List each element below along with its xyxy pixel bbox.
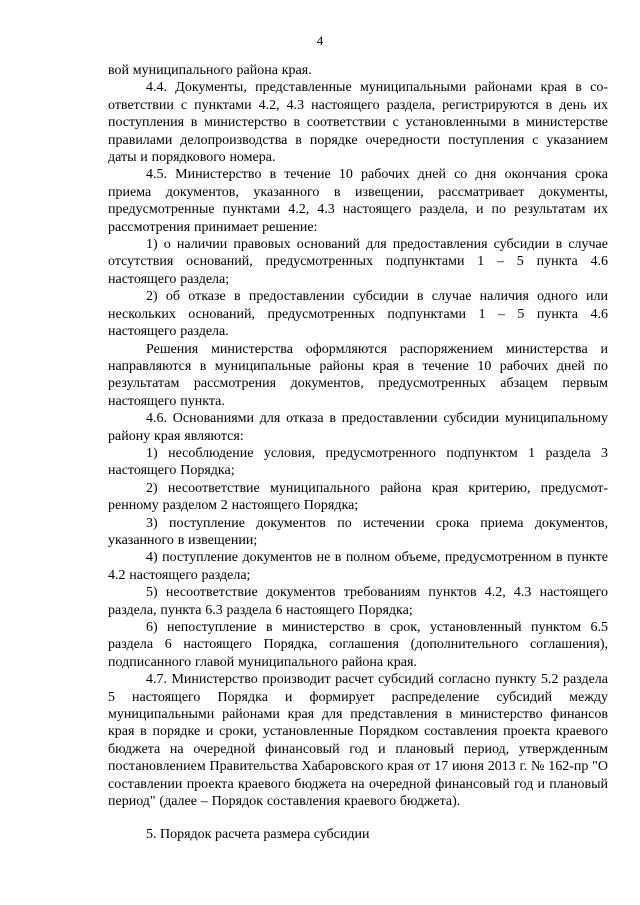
paragraph-4-6: 4.6. Основаниями для отказа в предоставлении субсидии муниципальному району края являются:	[108, 411, 608, 444]
paragraph-4-5-decisions: Решения министерства оформляются распоряжением министерства и направляются в муниципальные районы края в течение 10 рабочих дней по результатам рассмотрения документов, предусмотренных абзацем первым настоящего пункта.	[108, 341, 608, 409]
paragraph-4-6-item-1: 1) несоблюдение условия, предусмотренного подпунктом 1 раздела 3 настоящего Порядка;	[108, 445, 608, 479]
paragraph-4-5: 4.5. Министерство в течение 10 рабочих дней со дня окончания срока приема документов, указанного в извещении, рассматривает документы, предусмотренные пунктами 4.2, 4.3 настоящего раздела, и по результатам их рассмотрения принимает решение:	[108, 167, 608, 235]
paragraph-4-6-item-4: 4) поступление документов не в полном объеме, предусмотренном в пункте 4.2 настоящего раздела;	[108, 550, 608, 583]
paragraph-4-6-item-5: 5) несоответствие документов требованиям пунктов 4.2, 4.3 настоящего раздела, пункта 6.3 раздела 6 настоящего Порядка;	[108, 585, 608, 618]
paragraph-4-5-item-2: 2) об отказе в предоставлении субсидии в случае наличия одного или нескольких оснований, предусмотренных подпунктами 1 – 5 пункта 4.6 настоящего раздела.	[108, 289, 608, 340]
paragraph-4-7: 4.7. Министерство производит расчет субсидий согласно пункту 5.2 раздела 5 настоящего Порядка и формирует распределение субсидий между муниципальными районами края для представления в министерство финансов края в порядке и сроки, установленные Порядком составления проекта краевого бюджета на очередной финансовый год и плановый период, утвержденным постановлением Правительства Хабаровского края от 17 июня 2013 г. № 162-пр "О составлении проекта краевого бюджета на очередной финансовый год и плановый период" (далее – Порядок составления краевого бюджета).	[108, 672, 608, 810]
paragraph-4-6-item-2: 2) несоответствие муниципального района края критерию, предусмотренному разделом 2 настоящего Порядка;	[108, 480, 608, 514]
paragraph-continuation: вой муниципального района края.	[108, 63, 312, 78]
paragraph-4-6-item-3: 3) поступление документов по истечении срока приема документов, указанного в извещении;	[108, 515, 608, 548]
paragraph-4-5-item-1: 1) о наличии правовых оснований для предоставления субсидии в случае отсутствия оснований, предусмотренных подпунктами 1 – 5 пункта 4.6 настоящего раздела;	[108, 237, 608, 287]
document-body	[108, 62, 608, 844]
paragraph-4-4: 4.4. Документы, представленные муниципальными районами края в соответствии с пунктами 4.2, 4.3 настоящего раздела, регистрируются в день их поступления в министерство в соответствии с установленными в министерстве правилами делопроизводства в порядке очередности поступления с указанием даты и порядкового номера.	[108, 80, 608, 166]
page-number: 4	[316, 33, 324, 48]
paragraph-4-6-item-6: 6) непоступление в министерство в срок, установленный пунктом 6.5 раздела 6 настоящего Порядка, соглашения (дополнительного соглашения), подписанного главой муниципального района края.	[108, 620, 608, 670]
section-heading: 5. Порядок расчета размера субсидии	[146, 827, 370, 843]
